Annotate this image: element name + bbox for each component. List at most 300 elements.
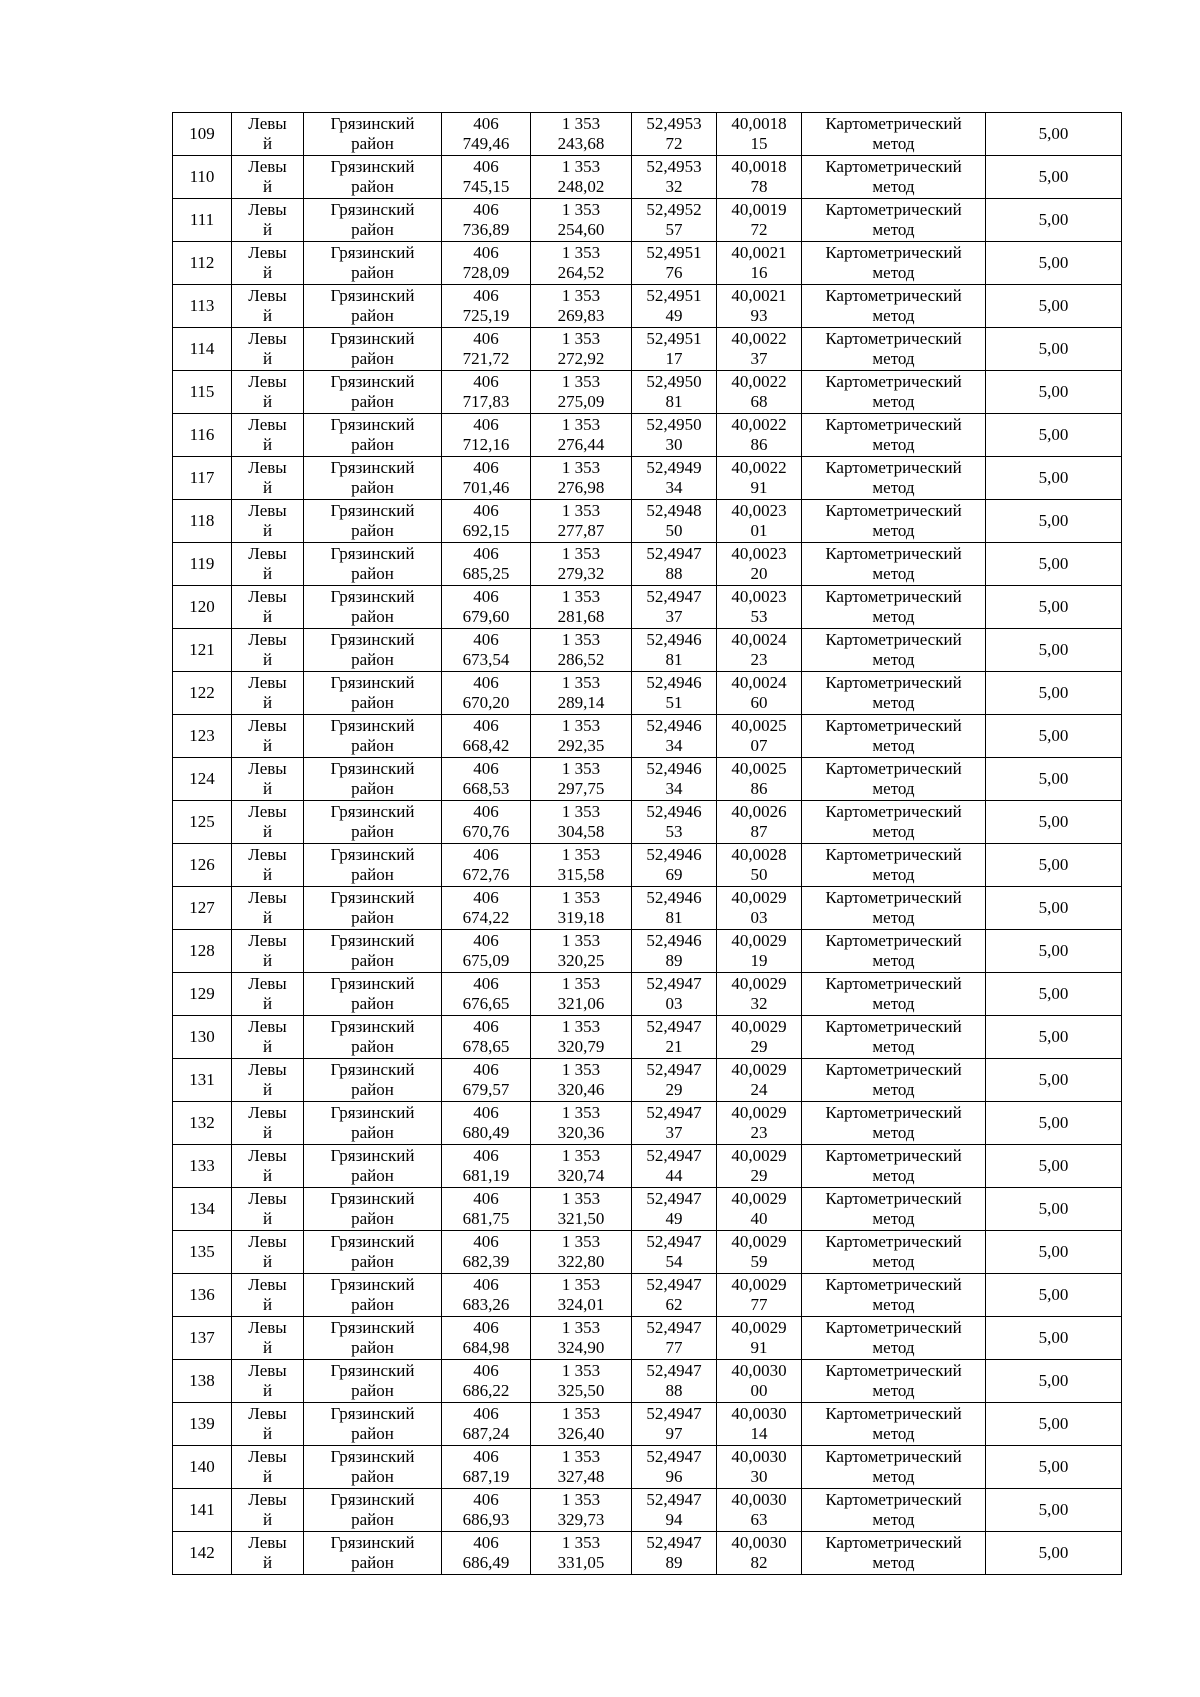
cell-method-line: Картометрический [825, 114, 962, 133]
cell-coord-x-line: 682,39 [462, 1252, 510, 1271]
cell-latitude-line: 52,4947 [646, 1103, 702, 1122]
cell-coord-y-line: 304,58 [557, 822, 605, 841]
cell-longitude-line: 16 [750, 263, 768, 282]
cell-district [304, 1317, 442, 1360]
cell-coord-x-line: 678,65 [462, 1037, 510, 1056]
cell-coord-x-line: 684,98 [462, 1338, 510, 1357]
cell-point-number: 141 [173, 1489, 232, 1532]
cell-longitude [717, 156, 802, 199]
cell-side-line: Левы [248, 1490, 287, 1509]
cell-accuracy: 5,00 [986, 1403, 1122, 1446]
cell-method-line: Картометрический [825, 157, 962, 176]
cell-latitude [632, 1016, 717, 1059]
cell-method-line: Картометрический [825, 888, 962, 907]
cell-longitude [717, 887, 802, 930]
cell-coord-y-line: 1 353 [561, 200, 601, 219]
cell-coord-x-line: 670,76 [462, 822, 510, 841]
cell-accuracy: 5,00 [986, 113, 1122, 156]
cell-district-line: район [351, 865, 394, 884]
cell-coord-y-line: 1 353 [561, 501, 601, 520]
cell-side-line: й [262, 263, 273, 282]
cell-latitude [632, 1532, 717, 1575]
cell-method-line: Картометрический [825, 200, 962, 219]
cell-coord-y [531, 1016, 632, 1059]
cell-longitude-line: 77 [750, 1295, 768, 1314]
cell-accuracy: 5,00 [986, 1317, 1122, 1360]
cell-latitude-line: 77 [665, 1338, 683, 1357]
cell-longitude-line: 40,0029 [731, 1275, 787, 1294]
cell-method-line: Картометрический [825, 673, 962, 692]
cell-district-line: Грязинский [330, 673, 415, 692]
cell-coord-y-line: 254,60 [557, 220, 605, 239]
cell-district [304, 629, 442, 672]
table-row [173, 930, 1122, 973]
cell-method [802, 1102, 986, 1145]
cell-latitude-line: 81 [665, 908, 683, 927]
cell-latitude-line: 51 [665, 693, 683, 712]
cell-coord-x-line: 736,89 [462, 220, 510, 239]
cell-district-line: Грязинский [330, 630, 415, 649]
cell-coord-y-line: 320,46 [557, 1080, 605, 1099]
cell-method [802, 1145, 986, 1188]
cell-side-line: й [262, 607, 273, 626]
cell-side-line: Левы [248, 802, 287, 821]
cell-district-line: район [351, 1037, 394, 1056]
cell-accuracy: 5,00 [986, 328, 1122, 371]
cell-side-line: й [262, 1338, 273, 1357]
cell-side-line: й [262, 1209, 273, 1228]
cell-coord-x-line: 406 [473, 415, 499, 434]
cell-method [802, 414, 986, 457]
cell-coord-x [442, 586, 531, 629]
cell-side [232, 586, 304, 629]
cell-longitude [717, 1446, 802, 1489]
cell-accuracy: 5,00 [986, 1145, 1122, 1188]
cell-longitude-line: 86 [750, 435, 768, 454]
cell-method-line: метод [872, 478, 915, 497]
cell-coord-x [442, 1532, 531, 1575]
cell-coord-x-line: 406 [473, 458, 499, 477]
cell-longitude-line: 29 [750, 1037, 768, 1056]
cell-district-line: район [351, 349, 394, 368]
cell-coord-x-line: 681,19 [462, 1166, 510, 1185]
cell-coord-y-line: 1 353 [561, 1146, 601, 1165]
cell-coord-y-line: 325,50 [557, 1381, 605, 1400]
cell-method-line: Картометрический [825, 329, 962, 348]
table-row [173, 887, 1122, 930]
cell-method [802, 1188, 986, 1231]
cell-longitude-line: 40,0025 [731, 716, 787, 735]
cell-district [304, 758, 442, 801]
cell-district [304, 1059, 442, 1102]
cell-coord-x-line: 406 [473, 157, 499, 176]
cell-coord-y-line: 324,01 [557, 1295, 605, 1314]
cell-point-number: 110 [173, 156, 232, 199]
cell-method-line: Картометрический [825, 802, 962, 821]
cell-latitude-line: 54 [665, 1252, 683, 1271]
cell-coord-x-line: 670,20 [462, 693, 510, 712]
cell-side-line: й [262, 1037, 273, 1056]
cell-coord-y-line: 276,44 [557, 435, 605, 454]
cell-coord-y [531, 371, 632, 414]
cell-accuracy: 5,00 [986, 1274, 1122, 1317]
cell-latitude-line: 52,4946 [646, 673, 702, 692]
cell-method [802, 543, 986, 586]
cell-method [802, 328, 986, 371]
cell-district-line: Грязинский [330, 415, 415, 434]
cell-longitude-line: 40,0030 [731, 1361, 787, 1380]
cell-longitude-line: 40,0030 [731, 1404, 787, 1423]
table-row [173, 1102, 1122, 1145]
cell-latitude-line: 03 [665, 994, 683, 1013]
cell-side-line: Левы [248, 415, 287, 434]
cell-longitude [717, 1317, 802, 1360]
cell-side-line: Левы [248, 630, 287, 649]
cell-latitude-line: 52,4946 [646, 716, 702, 735]
cell-longitude [717, 1532, 802, 1575]
table-row [173, 672, 1122, 715]
cell-coord-x [442, 1102, 531, 1145]
cell-accuracy: 5,00 [986, 629, 1122, 672]
cell-coord-x-line: 406 [473, 1447, 499, 1466]
table-row [173, 371, 1122, 414]
cell-point-number: 130 [173, 1016, 232, 1059]
cell-longitude [717, 1059, 802, 1102]
cell-coord-x [442, 1317, 531, 1360]
cell-side-line: Левы [248, 759, 287, 778]
cell-coord-y-line: 1 353 [561, 888, 601, 907]
cell-longitude [717, 1489, 802, 1532]
cell-latitude-line: 52,4946 [646, 630, 702, 649]
cell-district-line: Грязинский [330, 544, 415, 563]
cell-longitude-line: 91 [750, 478, 768, 497]
cell-district-line: Грязинский [330, 1447, 415, 1466]
cell-coord-y-line: 1 353 [561, 1103, 601, 1122]
cell-longitude-line: 82 [750, 1553, 768, 1572]
cell-latitude-line: 89 [665, 951, 683, 970]
cell-district-line: Грязинский [330, 1103, 415, 1122]
cell-method [802, 844, 986, 887]
cell-method-line: метод [872, 908, 915, 927]
cell-district-line: район [351, 1166, 394, 1185]
cell-coord-x-line: 406 [473, 114, 499, 133]
cell-side-line: й [262, 1252, 273, 1271]
cell-latitude [632, 1145, 717, 1188]
cell-district-line: район [351, 1123, 394, 1142]
cell-latitude-line: 52,4947 [646, 1447, 702, 1466]
cell-latitude [632, 1059, 717, 1102]
cell-side [232, 500, 304, 543]
cell-side [232, 371, 304, 414]
cell-coord-x-line: 406 [473, 802, 499, 821]
cell-latitude-line: 89 [665, 1553, 683, 1572]
cell-side-line: Левы [248, 286, 287, 305]
cell-district-line: Грязинский [330, 1318, 415, 1337]
cell-longitude-line: 40,0029 [731, 1060, 787, 1079]
cell-district-line: Грязинский [330, 587, 415, 606]
cell-district [304, 1360, 442, 1403]
cell-coord-y-line: 1 353 [561, 1232, 601, 1251]
cell-district-line: район [351, 177, 394, 196]
cell-method [802, 457, 986, 500]
cell-coord-x-line: 675,09 [462, 951, 510, 970]
cell-coord-x-line: 406 [473, 243, 499, 262]
cell-side-line: й [262, 951, 273, 970]
cell-accuracy: 5,00 [986, 1532, 1122, 1575]
cell-method [802, 285, 986, 328]
cell-longitude [717, 328, 802, 371]
cell-coord-y [531, 586, 632, 629]
cell-side-line: й [262, 908, 273, 927]
cell-coord-y-line: 264,52 [557, 263, 605, 282]
cell-longitude [717, 586, 802, 629]
cell-latitude-line: 96 [665, 1467, 683, 1486]
cell-district-line: Грязинский [330, 1060, 415, 1079]
cell-district-line: район [351, 1553, 394, 1572]
cell-longitude-line: 23 [750, 650, 768, 669]
cell-coord-y-line: 1 353 [561, 587, 601, 606]
cell-latitude-line: 52,4947 [646, 1060, 702, 1079]
cell-point-number: 119 [173, 543, 232, 586]
cell-district-line: район [351, 1510, 394, 1529]
cell-method [802, 758, 986, 801]
cell-district-line: район [351, 564, 394, 583]
cell-coord-x-line: 406 [473, 1490, 499, 1509]
cell-coord-x-line: 406 [473, 544, 499, 563]
cell-longitude-line: 59 [750, 1252, 768, 1271]
cell-point-number: 112 [173, 242, 232, 285]
cell-side-line: й [262, 349, 273, 368]
cell-accuracy: 5,00 [986, 930, 1122, 973]
cell-latitude-line: 52,4946 [646, 888, 702, 907]
cell-district [304, 328, 442, 371]
cell-longitude-line: 00 [750, 1381, 768, 1400]
cell-latitude-line: 52,4947 [646, 1275, 702, 1294]
cell-longitude [717, 1403, 802, 1446]
cell-longitude [717, 1188, 802, 1231]
cell-latitude [632, 801, 717, 844]
cell-method-line: метод [872, 306, 915, 325]
cell-longitude-line: 19 [750, 951, 768, 970]
cell-coord-x-line: 676,65 [462, 994, 510, 1013]
cell-coord-x [442, 801, 531, 844]
cell-accuracy: 5,00 [986, 1102, 1122, 1145]
cell-method-line: Картометрический [825, 759, 962, 778]
cell-longitude [717, 801, 802, 844]
cell-district [304, 844, 442, 887]
table-row [173, 1360, 1122, 1403]
cell-district-line: район [351, 1338, 394, 1357]
cell-method [802, 1059, 986, 1102]
cell-method-line: Картометрический [825, 845, 962, 864]
cell-district-line: район [351, 779, 394, 798]
cell-side [232, 414, 304, 457]
cell-coord-x [442, 1145, 531, 1188]
cell-latitude-line: 34 [665, 779, 683, 798]
cell-latitude-line: 52,4946 [646, 845, 702, 864]
cell-accuracy: 5,00 [986, 371, 1122, 414]
cell-coord-x-line: 686,22 [462, 1381, 510, 1400]
cell-method-line: метод [872, 263, 915, 282]
cell-coord-y [531, 1145, 632, 1188]
cell-coord-y [531, 1317, 632, 1360]
table-row [173, 414, 1122, 457]
cell-method-line: Картометрический [825, 1146, 962, 1165]
cell-point-number: 140 [173, 1446, 232, 1489]
cell-longitude [717, 758, 802, 801]
cell-coord-y-line: 275,09 [557, 392, 605, 411]
cell-accuracy: 5,00 [986, 1188, 1122, 1231]
cell-point-number: 125 [173, 801, 232, 844]
cell-longitude-line: 40,0029 [731, 931, 787, 950]
cell-point-number: 120 [173, 586, 232, 629]
cell-side-line: й [262, 650, 273, 669]
cell-latitude-line: 52,4951 [646, 286, 702, 305]
cell-longitude [717, 113, 802, 156]
cell-side-line: Левы [248, 1103, 287, 1122]
cell-side-line: й [262, 134, 273, 153]
cell-coord-y-line: 269,83 [557, 306, 605, 325]
cell-side-line: й [262, 306, 273, 325]
cell-latitude-line: 52,4947 [646, 1017, 702, 1036]
cell-district [304, 285, 442, 328]
cell-coord-y [531, 543, 632, 586]
table-row [173, 1403, 1122, 1446]
cell-accuracy: 5,00 [986, 1446, 1122, 1489]
cell-coord-y-line: 1 353 [561, 1404, 601, 1423]
cell-district [304, 1231, 442, 1274]
cell-method-line: Картометрический [825, 931, 962, 950]
cell-district [304, 543, 442, 586]
cell-latitude [632, 1102, 717, 1145]
cell-accuracy: 5,00 [986, 543, 1122, 586]
cell-district [304, 1532, 442, 1575]
cell-method-line: Картометрический [825, 630, 962, 649]
cell-longitude-line: 40,0022 [731, 329, 787, 348]
cell-longitude [717, 1231, 802, 1274]
cell-accuracy: 5,00 [986, 156, 1122, 199]
cell-latitude-line: 30 [665, 435, 683, 454]
cell-side [232, 156, 304, 199]
cell-coord-y [531, 500, 632, 543]
cell-side-line: й [262, 865, 273, 884]
cell-longitude [717, 672, 802, 715]
cell-latitude [632, 973, 717, 1016]
cell-side-line: й [262, 1553, 273, 1572]
cell-side-line: Левы [248, 1060, 287, 1079]
cell-longitude [717, 973, 802, 1016]
cell-coord-y [531, 672, 632, 715]
cell-longitude-line: 40,0029 [731, 1017, 787, 1036]
cell-latitude-line: 62 [665, 1295, 683, 1314]
cell-coord-y [531, 1532, 632, 1575]
cell-coord-x [442, 930, 531, 973]
cell-side [232, 715, 304, 758]
cell-longitude [717, 1274, 802, 1317]
cell-method [802, 1317, 986, 1360]
cell-coord-x [442, 1274, 531, 1317]
cell-coord-x-line: 406 [473, 1533, 499, 1552]
table-row [173, 1145, 1122, 1188]
table-row [173, 113, 1122, 156]
cell-coord-y [531, 844, 632, 887]
cell-longitude-line: 15 [750, 134, 768, 153]
cell-latitude [632, 844, 717, 887]
cell-method-line: Картометрический [825, 1275, 962, 1294]
cell-method [802, 1274, 986, 1317]
cell-method-line: Картометрический [825, 415, 962, 434]
cell-latitude [632, 543, 717, 586]
cell-district-line: Грязинский [330, 1017, 415, 1036]
cell-side-line: й [262, 392, 273, 411]
cell-latitude-line: 97 [665, 1424, 683, 1443]
cell-district-line: Грязинский [330, 501, 415, 520]
cell-coord-y-line: 281,68 [557, 607, 605, 626]
cell-coord-x [442, 328, 531, 371]
cell-coord-x-line: 712,16 [462, 435, 510, 454]
cell-coord-x-line: 745,15 [462, 177, 510, 196]
cell-longitude [717, 1360, 802, 1403]
cell-accuracy: 5,00 [986, 285, 1122, 328]
cell-latitude-line: 52,4948 [646, 501, 702, 520]
cell-coord-y-line: 1 353 [561, 544, 601, 563]
cell-coord-x [442, 758, 531, 801]
table-row [173, 758, 1122, 801]
cell-latitude [632, 371, 717, 414]
cell-method-line: Картометрический [825, 587, 962, 606]
table-row [173, 242, 1122, 285]
cell-coord-y-line: 329,73 [557, 1510, 605, 1529]
cell-district-line: Грязинский [330, 888, 415, 907]
cell-point-number: 118 [173, 500, 232, 543]
cell-district [304, 1102, 442, 1145]
cell-coord-y-line: 1 353 [561, 931, 601, 950]
cell-coord-x-line: 406 [473, 501, 499, 520]
cell-side [232, 1059, 304, 1102]
cell-district-line: Грязинский [330, 1232, 415, 1251]
cell-district-line: район [351, 908, 394, 927]
cell-district-line: Грязинский [330, 243, 415, 262]
cell-method-line: Картометрический [825, 501, 962, 520]
cell-side [232, 1188, 304, 1231]
cell-method-line: Картометрический [825, 1361, 962, 1380]
cell-coord-y-line: 324,90 [557, 1338, 605, 1357]
cell-longitude-line: 72 [750, 220, 768, 239]
cell-latitude [632, 1231, 717, 1274]
cell-coord-x-line: 674,22 [462, 908, 510, 927]
cell-accuracy: 5,00 [986, 715, 1122, 758]
cell-longitude-line: 91 [750, 1338, 768, 1357]
cell-coord-y [531, 285, 632, 328]
cell-point-number: 122 [173, 672, 232, 715]
cell-district-line: Грязинский [330, 329, 415, 348]
cell-district [304, 715, 442, 758]
cell-accuracy: 5,00 [986, 199, 1122, 242]
cell-longitude [717, 629, 802, 672]
cell-longitude-line: 60 [750, 693, 768, 712]
cell-latitude-line: 34 [665, 478, 683, 497]
cell-latitude-line: 52,4947 [646, 1533, 702, 1552]
cell-district-line: Грязинский [330, 286, 415, 305]
cell-latitude-line: 52,4947 [646, 1361, 702, 1380]
cell-point-number: 131 [173, 1059, 232, 1102]
cell-coord-x-line: 683,26 [462, 1295, 510, 1314]
cell-coord-y-line: 1 353 [561, 974, 601, 993]
cell-side-line: Левы [248, 544, 287, 563]
cell-method [802, 1403, 986, 1446]
cell-coord-y-line: 1 353 [561, 1361, 601, 1380]
cell-district-line: Грязинский [330, 1361, 415, 1380]
